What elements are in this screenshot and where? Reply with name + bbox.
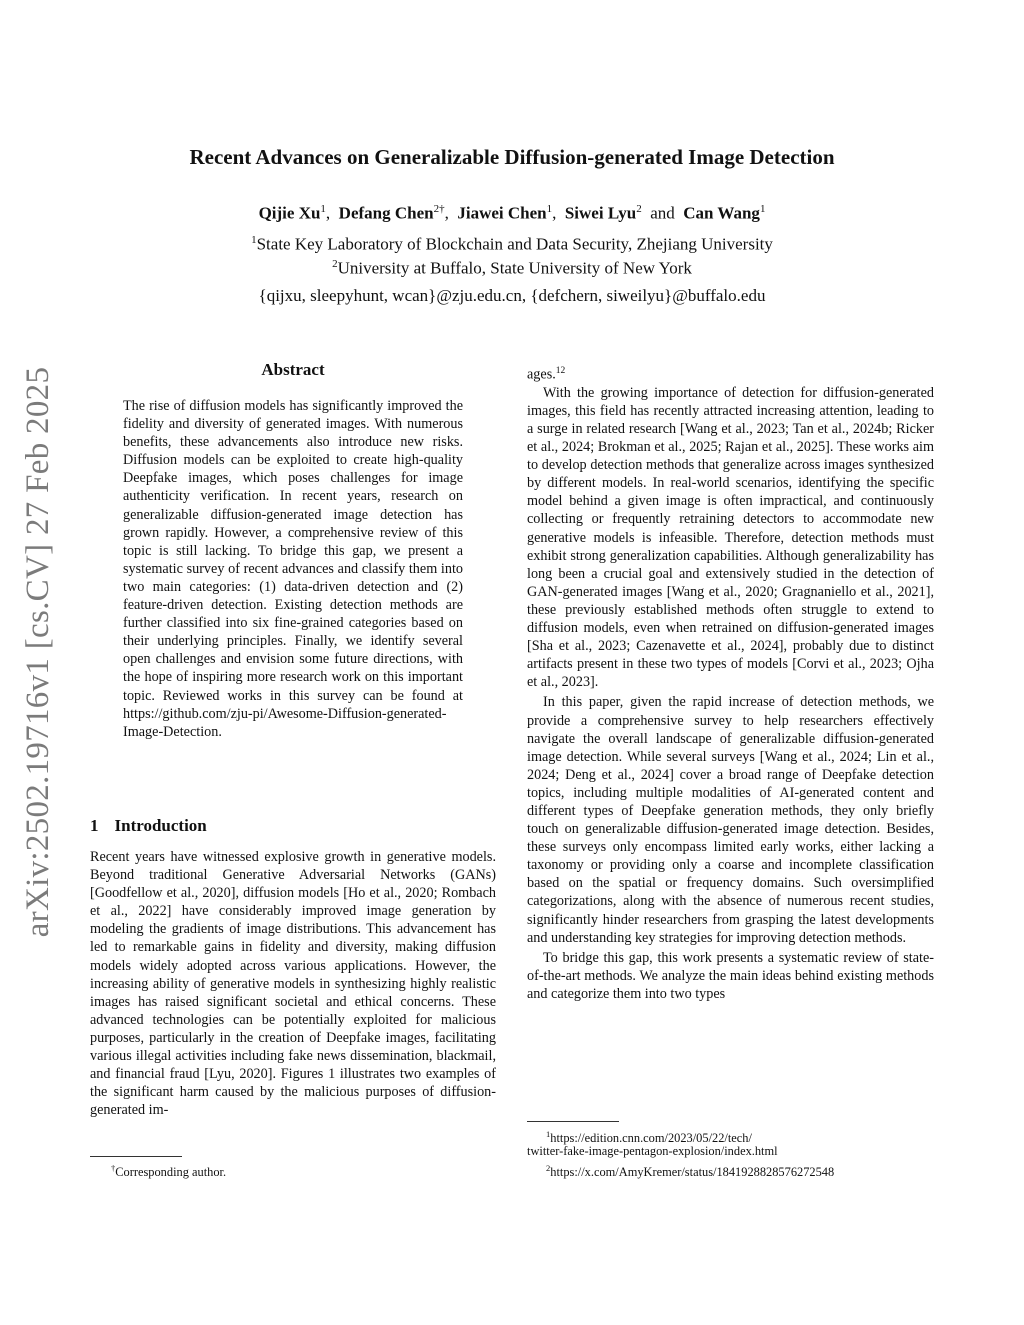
author-line: Qijie Xu$^1$, Defang Chen$^{2\dagger}$, Jiawei Chen$^1$, Siwei Lyu$^2$ and Can Wang$^1$ — [258, 203, 766, 223]
author-mark: 1 — [320, 203, 326, 215]
intro-paragraph-4: To bridge this gap, this work presents a systematic review of state-of-the-art methods. We analyze the main ideas behind existing methods and categorize them into two types — [527, 949, 934, 1002]
intro-paragraph-1-continued: ages.$^{12}$ — [527, 366, 566, 383]
author-mark: 1 — [759, 203, 766, 215]
abstract-text: The rise of diffusion models has significantly improved the fidelity and diversity of generated images. With numerous benefits, these advancements also introduce new risks. Diffusion models can be exploited to create high-quality Deepfake images, which poses challenges for image authenticity verification. In recent years, research on generalizable diffusion-generated image detection has grown rapidly. However, a comprehensive review of this topic is still lacking. To bridge this gap, we present a systematic survey of recent advances and classify them into two main categories: (1) data-driven detection and (2) feature-driven detection. Existing detection methods are further classified into six fine-grained categories based on their underlying principles. Finally, we identify several open challenges and envision some future directions, with the hope of inspiring more research work on this important topic. Reviewed works in this survey can be found at https://github.com/zju-pi/Awesome-Diffusion-generated-Image-Detection. — [123, 398, 463, 740]
affiliation-1: $^1$State Key Laboratory of Blockchain and Data Security, Zhejiang University — [251, 234, 773, 254]
author-mark: 2 — [636, 203, 642, 215]
arxiv-stamp: arXiv:2502.19716v1 [cs.CV] 27 Feb 2025 — [20, 366, 56, 938]
author-name: Jiawei Chen — [457, 203, 547, 223]
author-name: Can Wang — [683, 203, 760, 223]
intro-column-left — [90, 848, 496, 1119]
intro-paragraph-2: With the growing importance of detection for diffusion-generated images, this field has recently attracted increasing attention, leading to a surge in related research [Wang et al., 2023; Tan et al., 2024b; Ricker et al., 2024; Brokman et al., 2025; Rajan et al., 2025]. These works aim to develop detection methods that generalize across images synthesized by different models. In real-world scenarios, identifying the specific model behind a given image is often impractical, and continuously collecting or frequently retraining detectors to accommodate new generative models is infeasible. Therefore, detection methods must exhibit strong generalization capabilities. Although generalizability has long been a crucial goal and extensively studied in the detection of GAN-generated images [Wang et al., 2020; Gragnaniello et al., 2021], these previously established methods often struggle to extend to diffusion models, even when retrained on diffusion-generated images [Sha et al., 2023; Cazenavette et al., 2024], probably due to distinct artifacts present in these two types of models [Corvi et al., 2023; Ojha et al., 2023]. — [527, 384, 934, 691]
author-name: Defang Chen — [338, 203, 434, 223]
footnote-rule — [90, 1156, 182, 1157]
author-name: Siwei Lyu — [564, 203, 637, 223]
author-name: Qijie Xu — [258, 203, 321, 223]
author-and: and — [650, 203, 675, 223]
footnote-rule — [527, 1121, 619, 1122]
footnote-2: $^2$https://x.com/AmyKremer/status/1841928828576272548 — [546, 1163, 835, 1180]
footnote-corresponding: †Corresponding author. — [111, 1163, 227, 1180]
author-mark: 2† — [433, 203, 445, 215]
paper-title: Recent Advances on Generalizable Diffusion-generated Image Detection — [189, 145, 835, 169]
footnote-1-continued: twitter-fake-image-pentagon-explosion/index.html — [527, 1144, 778, 1158]
section-number: 1 — [90, 816, 99, 835]
section-heading-introduction — [90, 816, 207, 836]
intro-paragraph-1: Recent years have witnessed explosive growth in generative models. Beyond traditional Generative Adversarial Networks (GANs) [Goodfellow et al., 2020], diffusion models [Ho et al., 2020; Rombach et al., 2022] have considerably improved image generation by modeling the gradients of image distributions. This advancement has led to remarkable gains in fidelity and diversity, making diffusion models widely adopted across various applications. However, the increasing ability of generative models in synthesizing highly realistic images has raised significant societal and ethical concerns. These advanced technologies can be potentially exploited for malicious purposes, particularly in the creation of Deepfake images, facilitating various illegal activities including fake news dissemination, blackmail, and financial fraud [Lyu, 2020]. Figures 1 illustrates two examples of the significant harm caused by the malicious purposes of diffusion-generated im- — [90, 849, 496, 1119]
intro-column-right — [527, 362, 934, 1003]
section-title: Introduction — [114, 816, 207, 835]
author-mark: 1 — [546, 203, 553, 215]
abstract-heading: Abstract — [261, 360, 325, 379]
intro-paragraph-3: In this paper, given the rapid increase of detection methods, we provide a comprehensive survey to help researchers effectively navigate the overall landscape of generalizable diffusion-generated image detection. While several surveys [Wang et al., 2024; Lin et al., 2024; Deng et al., 2024] cover a broad range of Deepfake detection topics, including multiple modalities of AI-generated content and different types of Deepfake generation methods, they only briefly touch on generalizable diffusion-generated image detection. Besides, these surveys only encompass limited early works, either lacking a taxonomy or providing only a coarse and incomplete classification based on the spatial or frequency domains. Such oversimplified categorizations, along with the absence of numerous recent studies, significantly hinder researchers from grasping the latest developments and understanding key strategies for improving detection methods. — [527, 694, 934, 946]
footnote-1: $^1$https://edition.cnn.com/2023/05/22/tech/ — [546, 1129, 752, 1146]
affiliation-2: $^2$University at Buffalo, State University of New York — [332, 258, 692, 278]
author-emails: {qijxu, sleepyhunt, wcan}@zju.edu.cn, {defchern, siweilyu}@buffalo.edu — [258, 286, 766, 305]
footnote-ref: 12 — [555, 366, 566, 376]
